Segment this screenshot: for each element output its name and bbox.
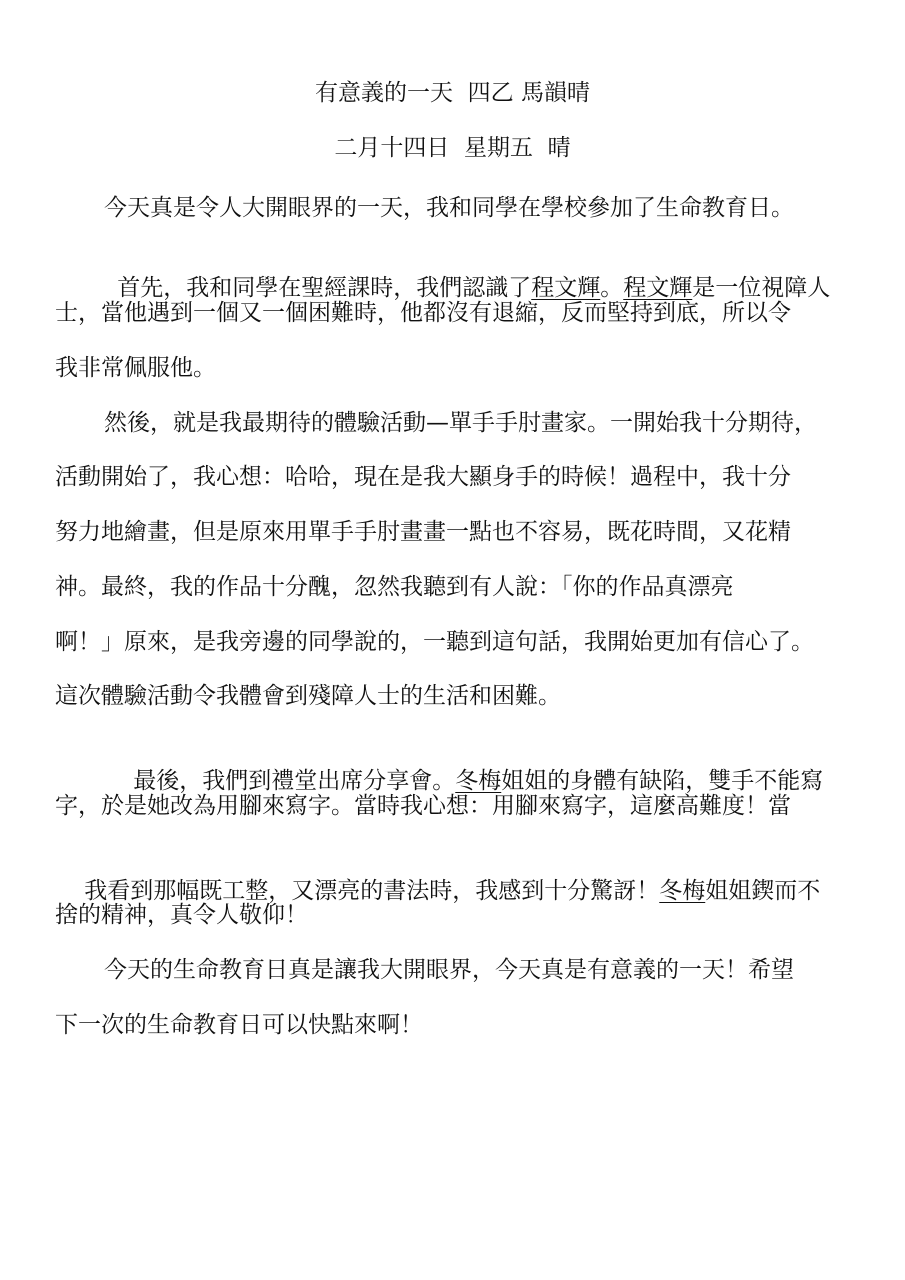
underlined-name: 程文輝 xyxy=(531,275,601,301)
paragraph-line: 下一次的生命教育日可以快點來啊！ xyxy=(55,1012,423,1038)
document-date: 二月十四日 星期五 晴 xyxy=(334,135,571,161)
underlined-name: 程文輝 xyxy=(623,275,693,301)
paragraph-line: 神。最終，我的作品十分醜，忽然我聽到有人說：「你的作品真漂亮 xyxy=(55,574,734,600)
paragraph-line: 今天的生命教育日真是讓我大開眼界，今天真是有意義的一天！希望 xyxy=(104,957,794,983)
paragraph-line: 士，當他遇到一個又一個困難時，他都沒有退縮，反而堅持到底，所以令 xyxy=(55,300,791,326)
text-span: 最後，我們到禮堂出席分享會。 xyxy=(133,768,456,794)
text-span: 是一位視障人 xyxy=(692,275,831,301)
underlined-name: 冬梅 xyxy=(455,768,502,794)
paragraph-line: 這次體驗活動令我體會到殘障人士的生活和困難。 xyxy=(55,683,561,709)
paragraph-line: 我非常佩服他。 xyxy=(55,355,216,381)
text-span: 首先，我和同學在聖經課時，我們認識了 xyxy=(117,275,532,301)
paragraph-line: 活動開始了，我心想：哈哈，現在是我大顯身手的時候！過程中，我十分 xyxy=(55,464,791,490)
paragraph-line: 字，於是她改為用腳來寫字。當時我心想：用腳來寫字，這麼高難度！當 xyxy=(55,793,791,819)
paragraph-line: 努力地繪畫，但是原來用單手手肘畫畫一點也不容易，既花時間，又花精 xyxy=(55,519,791,545)
paragraph-line: 啊！」原來，是我旁邊的同學說的，一聽到這句話，我開始更加有信心了。 xyxy=(55,629,814,655)
text-span: 我看到那幅既工整，又漂亮的書法時，我感到十分驚訝！ xyxy=(84,878,660,904)
document-title: 有意義的一天 四乙 馬韻晴 xyxy=(315,80,590,106)
text-span: 姐姐鍥而不 xyxy=(705,878,821,904)
paragraph-line: 然後，就是我最期待的體驗活動—單手手肘畫家。一開始我十分期待， xyxy=(104,410,817,436)
text-span: 。 xyxy=(600,275,624,301)
underlined-name: 冬梅 xyxy=(659,878,706,904)
paragraph-line: 今天真是令人大開眼界的一天，我和同學在學校參加了生命教育日。 xyxy=(104,195,794,221)
paragraph-line: 捨的精神，真令人敬仰！ xyxy=(55,902,308,928)
text-span: 姐姐的身體有缺陷，雙手不能寫 xyxy=(501,768,824,794)
